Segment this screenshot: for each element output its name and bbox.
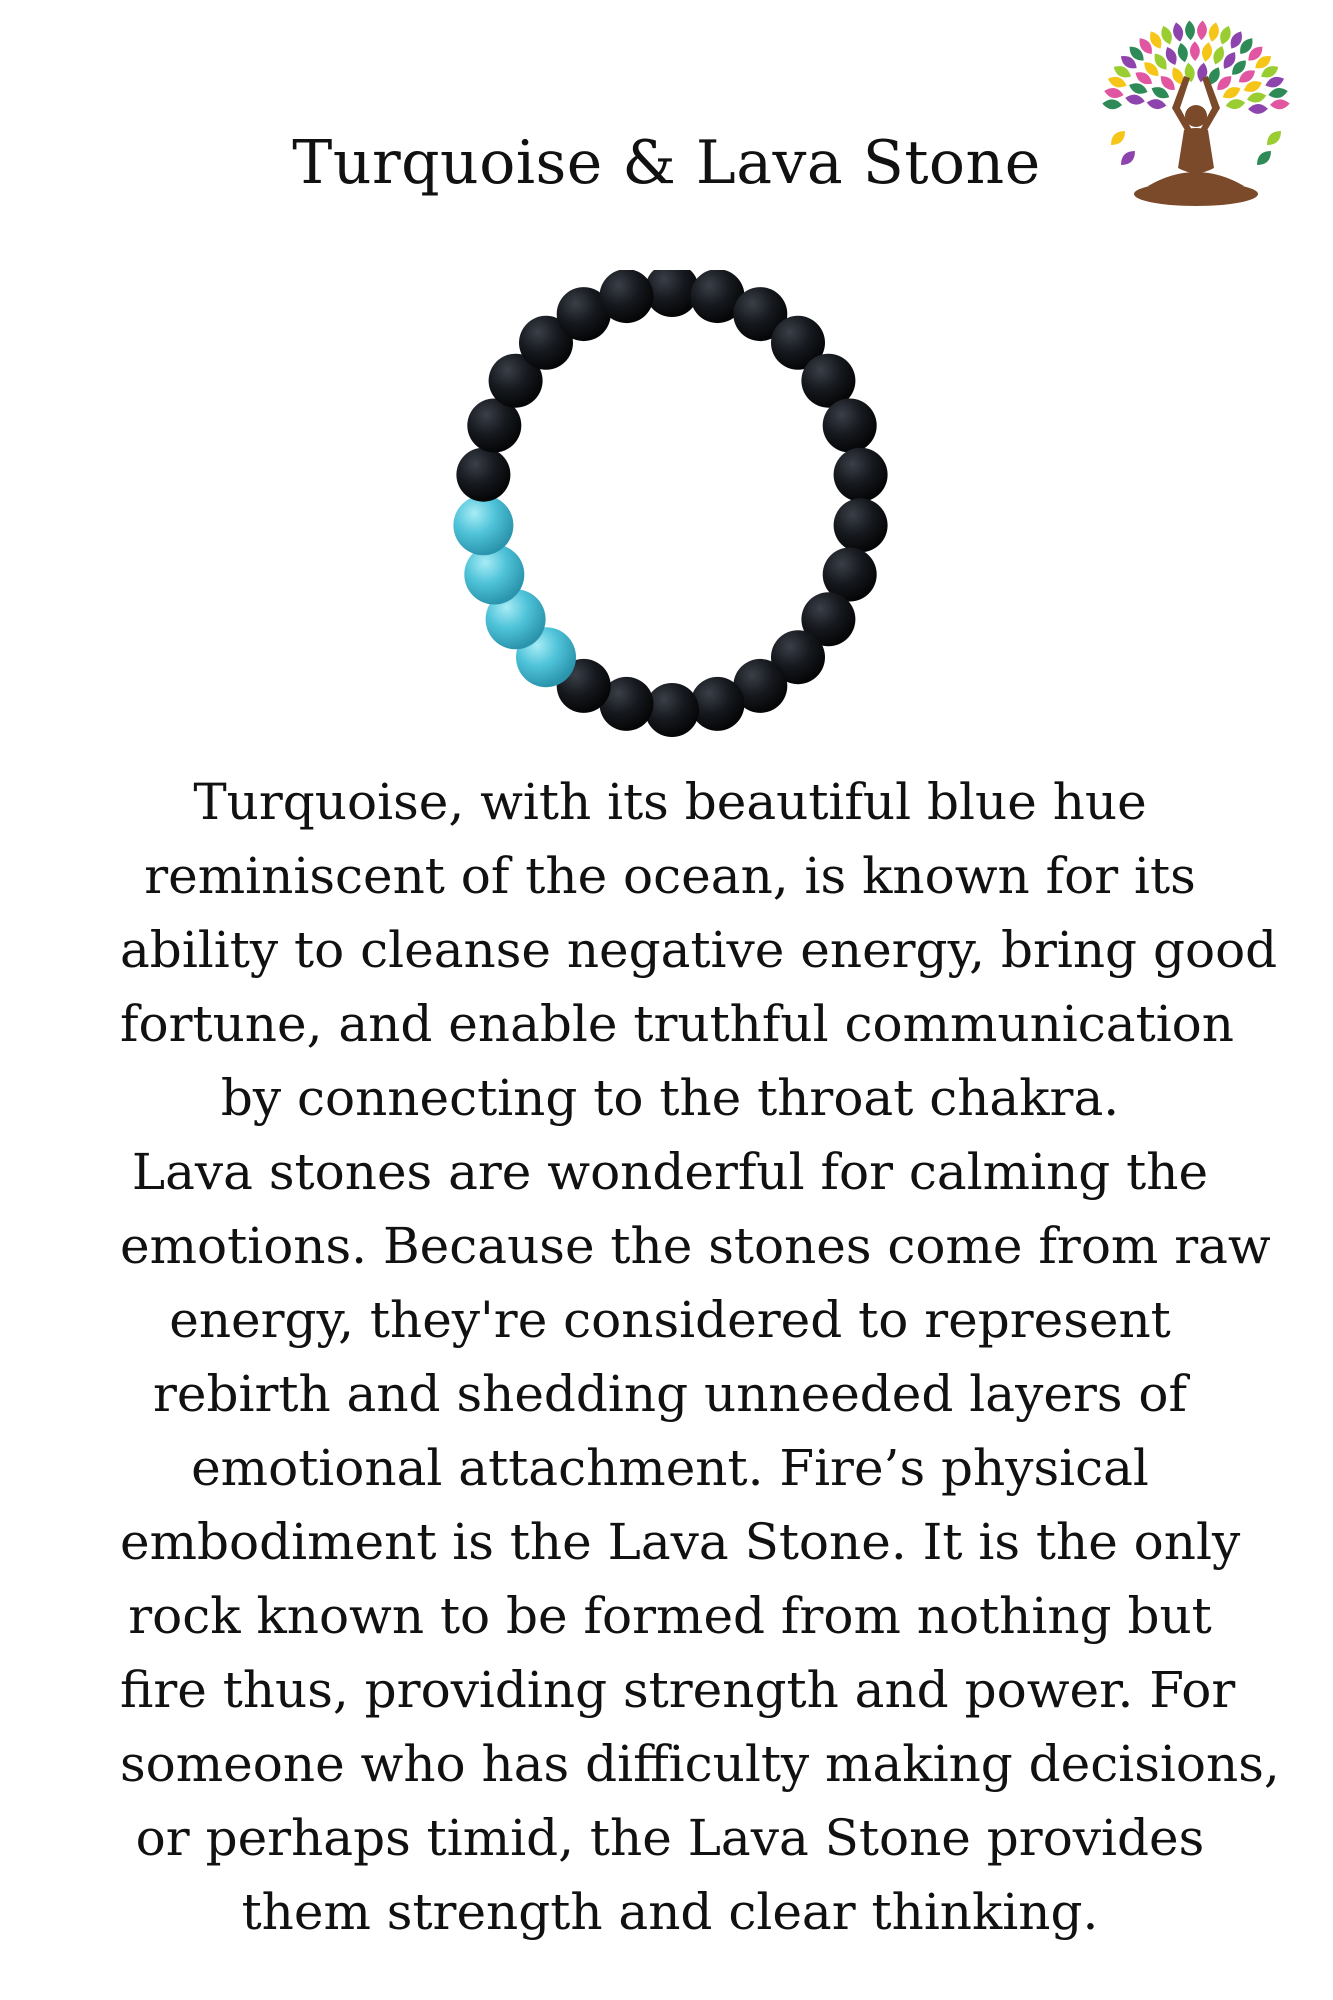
leaf-shape: [1190, 41, 1200, 61]
description-text: [120, 765, 1280, 1949]
lava-bead: [456, 448, 510, 502]
lava-bead: [823, 399, 877, 453]
leaf-shape: [1184, 20, 1195, 40]
description-line: or perhaps timid, the Lava Stone provides: [135, 1809, 1205, 1867]
description-line: reminiscent of the ocean, is known for its: [144, 847, 1196, 905]
description-line: Turquoise, with its beautiful blue hue: [193, 773, 1147, 831]
bracelet-image: [440, 270, 900, 740]
turquoise-bead: [453, 495, 513, 555]
description-line: energy, they're considered to represent: [169, 1291, 1171, 1349]
leaf-shape: [1146, 98, 1167, 111]
meditating-figure: [1134, 76, 1258, 206]
description-line: rock known to be formed from nothing but: [128, 1587, 1212, 1645]
leaf-shape: [1270, 99, 1290, 110]
description-line: someone who has difficulty making decisions,: [120, 1735, 1280, 1793]
leaf-shape: [1107, 127, 1128, 148]
lava-bead: [834, 498, 888, 552]
description-line: ability to cleanse negative energy, bring good: [120, 921, 1278, 979]
leaf-shape: [1171, 21, 1185, 42]
leaf-shape: [1200, 41, 1213, 62]
leaf-shape: [1253, 147, 1274, 168]
description-line: them strength and clear thinking.: [241, 1883, 1099, 1941]
description-line: fortune, and enable truthful communication: [120, 995, 1234, 1053]
leaf-shape: [1263, 127, 1284, 148]
leaf-shape: [1102, 99, 1122, 110]
leaf-shape: [1248, 104, 1268, 114]
leaf-shape: [1267, 86, 1288, 100]
leaf-shape: [1117, 147, 1138, 168]
description-line: rebirth and shedding unneeded layers of: [152, 1365, 1188, 1423]
description-line: emotions. Because the stones come from raw: [120, 1217, 1271, 1275]
leaf-shape: [1196, 20, 1207, 40]
lava-bead: [645, 683, 699, 737]
description-line: emotional attachment. Fire’s physical: [191, 1439, 1149, 1497]
leaf-shape: [1124, 93, 1145, 106]
lava-bead: [600, 270, 654, 323]
meditation-tree-icon: [1088, 18, 1303, 208]
description-line: Lava stones are wonderful for calming the: [131, 1143, 1209, 1201]
description-line: fire thus, providing strength and power. For: [120, 1661, 1236, 1719]
description-line: by connecting to the throat chakra.: [220, 1069, 1120, 1127]
leaf-shape: [1225, 98, 1246, 111]
leaf-shape: [1207, 21, 1221, 42]
lava-bead: [691, 677, 745, 731]
page-title: Turquoise & Lava Stone: [292, 128, 1041, 198]
description-line: embodiment is the Lava Stone. It is the only: [120, 1513, 1241, 1571]
leaf-shape: [1176, 42, 1190, 63]
leaf-shape: [1103, 86, 1124, 100]
leaf-shape: [1246, 91, 1267, 105]
lava-bead: [834, 448, 888, 502]
